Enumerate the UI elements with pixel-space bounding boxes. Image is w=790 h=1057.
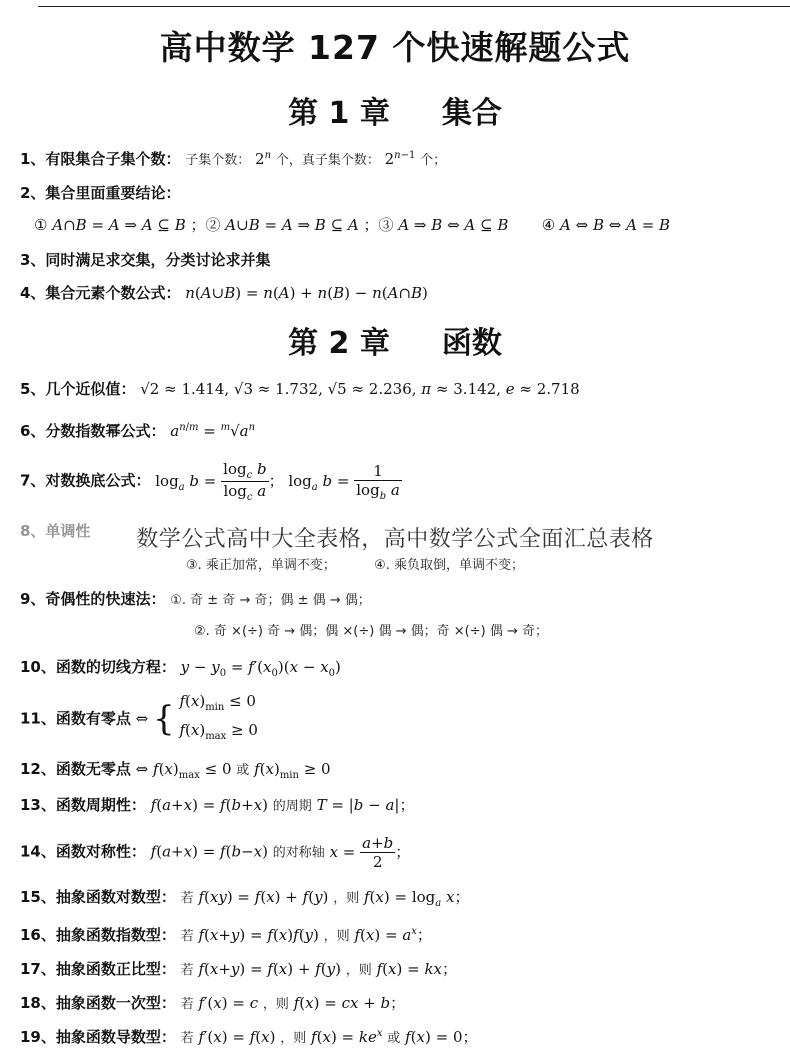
item-text: ，则 — [333, 891, 360, 906]
formula: ⇔ $f(x)_{max} \le 0$ — [135, 760, 232, 781]
item-label: 1、有限集合子集个数： — [20, 150, 181, 168]
item-text: ②. 奇 ×(÷) 奇 → 偶；偶 ×(÷) 偶 → 偶；奇 ×(÷) 偶 → 奇； — [194, 624, 548, 639]
item-text: ，则 — [280, 1031, 307, 1046]
item-text: ，则 — [323, 929, 350, 944]
formula: x = $\frac{a+b}{2}$ ； — [329, 834, 411, 871]
chapter-2-number: 第 2 章 — [288, 326, 390, 361]
chapter-2-heading — [0, 318, 790, 362]
formula: $f(x) = ke^x$ — [311, 1028, 383, 1046]
formula: f(xy) = f(x) + f(y) — [198, 888, 329, 906]
item-text: 或 — [236, 763, 250, 778]
item-label: 10、函数的切线方程： — [20, 658, 176, 676]
formula-row-8-detail — [186, 554, 780, 573]
item-text: 若 — [180, 997, 194, 1012]
formula-row-5 — [20, 378, 780, 399]
formula: $a^{n/m} = ^m√a^n$ — [170, 422, 256, 440]
item-label: 6、分数指数幂公式： — [20, 422, 166, 440]
chapter-1-name: 集合 — [441, 96, 502, 131]
formula-row-9 — [20, 588, 780, 609]
formula-row-15 — [20, 886, 780, 909]
item-text: 或 — [387, 1031, 401, 1046]
formula-row-18 — [20, 992, 780, 1013]
page-title: 高中数学 127 个快速解题公式 — [159, 28, 631, 67]
formula: f(a+x) = f(b−x) — [150, 842, 268, 861]
formula: f(x) = cx + b； — [293, 994, 406, 1012]
brace-symbol: { — [153, 699, 175, 739]
item-text: 若 — [180, 891, 194, 906]
formula-row-2 — [20, 182, 780, 203]
item-label: 15、抽象函数对数型： — [20, 888, 176, 906]
item-text: ，则 — [345, 963, 372, 978]
item-text: ，则 — [262, 997, 289, 1012]
formula-row-17 — [20, 958, 780, 979]
formula-row-12 — [20, 758, 780, 781]
chapter-1-heading — [0, 88, 790, 132]
formula: $f(x) = \log_a x$； — [363, 888, 470, 909]
item-label: 5、几个近似值： — [20, 380, 136, 398]
formula-row-10 — [20, 656, 780, 679]
formula: f(x) = 0； — [405, 1028, 478, 1046]
formula: $\log_a b$ = $\frac{\log_c b}{\log_c a}$ ； $\log_a b$ = $\frac{1}{\log_b a}$ — [155, 460, 400, 503]
item-text: 个； — [420, 153, 447, 168]
formula: ⇔ — [135, 709, 149, 728]
formula: ① A∩B = A ⇒ A ⊆ B ；② A∪B = A ⇒ B ⊆ A ；③ A ⇒ B ⇔ A ⊆ B ④ A ⇔ B ⇔ A = B — [34, 216, 671, 234]
formula: f′(x) = f(x) — [198, 1028, 276, 1046]
formula: f(a+x) = f(b+x) — [150, 796, 268, 814]
item-label: 14、函数对称性： — [20, 842, 146, 861]
item-label: 12、函数无零点 — [20, 760, 131, 778]
formula-row-1 — [20, 148, 780, 169]
item-text: 若 — [180, 929, 194, 944]
item-label: 16、抽象函数指数型： — [20, 926, 176, 944]
formula-row-3 — [20, 249, 780, 270]
item-text: ③. 乘正加常，单调不变； — [186, 558, 336, 573]
item-label: 11、函数有零点 — [20, 709, 131, 728]
item-label: 18、抽象函数一次型： — [20, 994, 176, 1012]
formula: $2^{n-1}$ — [384, 150, 416, 168]
item-label: 19、抽象函数导数型： — [20, 1028, 176, 1046]
formula-row-16 — [20, 924, 780, 945]
item-label: 7、对数换底公式： — [20, 471, 151, 490]
chapter-2-name: 函数 — [441, 326, 502, 361]
chapter-1-number: 第 1 章 — [288, 96, 390, 131]
item-text: 若 — [180, 963, 194, 978]
formula: $y - y_0 = f'(x_0)(x - x_0)$ — [180, 658, 341, 679]
watermark-caption: 数学公式高中大全表格，高中数学公式全面汇总表格 — [0, 522, 790, 553]
item-text: 的对称轴 — [272, 845, 325, 861]
formula: 2$^n$ — [255, 150, 272, 168]
formula: $f(x) = a^x$； — [354, 926, 432, 944]
formula-row-6 — [20, 420, 780, 441]
item-text: 若 — [180, 1031, 194, 1046]
item-label: 3、同时满足求交集，分类讨论求并集 — [20, 251, 271, 269]
formula: f(x+y) = f(x) + f(y) — [198, 960, 341, 978]
item-text: ①. 奇 ± 奇 → 奇；偶 ± 偶 → 偶； — [170, 593, 371, 608]
formula-stack: $f(x)_{min} \le 0$ $f(x)_{max} \ge 0$ — [179, 692, 258, 742]
formula-row-9-detail — [194, 620, 780, 639]
formula-row-14 — [20, 834, 780, 871]
formula: f(x+y) = f(x)f(y) — [198, 926, 319, 944]
item-text: 的周期 — [272, 799, 312, 814]
formula-row-11 — [20, 690, 780, 748]
formula: T = |b − a|； — [316, 796, 415, 814]
formula: f′(x) = c — [198, 994, 259, 1012]
top-rule — [38, 6, 790, 7]
formula: √2 ≈ 1.414, √3 ≈ 1.732, √5 ≈ 2.236, π ≈ 3.142, e ≈ 2.718 — [140, 380, 580, 398]
formula: $f(x)_{min} \ge 0$ — [254, 760, 331, 781]
formula-row-2-detail — [34, 214, 780, 235]
item-label: 17、抽象函数正比型： — [20, 960, 176, 978]
item-label: 4、集合元素个数公式： — [20, 284, 181, 302]
item-label: 2、集合里面重要结论： — [20, 184, 181, 202]
formula-row-7 — [20, 460, 780, 503]
item-text: 子集个数： — [185, 153, 251, 168]
formula-row-13 — [20, 794, 780, 815]
formula-row-4 — [20, 282, 780, 303]
item-text: ④. 乘负取倒，单调不变； — [374, 558, 524, 573]
item-label: 9、奇偶性的快速法： — [20, 590, 166, 608]
item-text: 个，真子集个数： — [275, 153, 380, 168]
item-label: 13、函数周期性： — [20, 796, 146, 814]
formula-row-19 — [20, 1026, 780, 1047]
formula: n(A∪B) = n(A) + n(B) − n(A∩B) — [185, 284, 428, 302]
formula: f(x) = kx； — [376, 960, 458, 978]
